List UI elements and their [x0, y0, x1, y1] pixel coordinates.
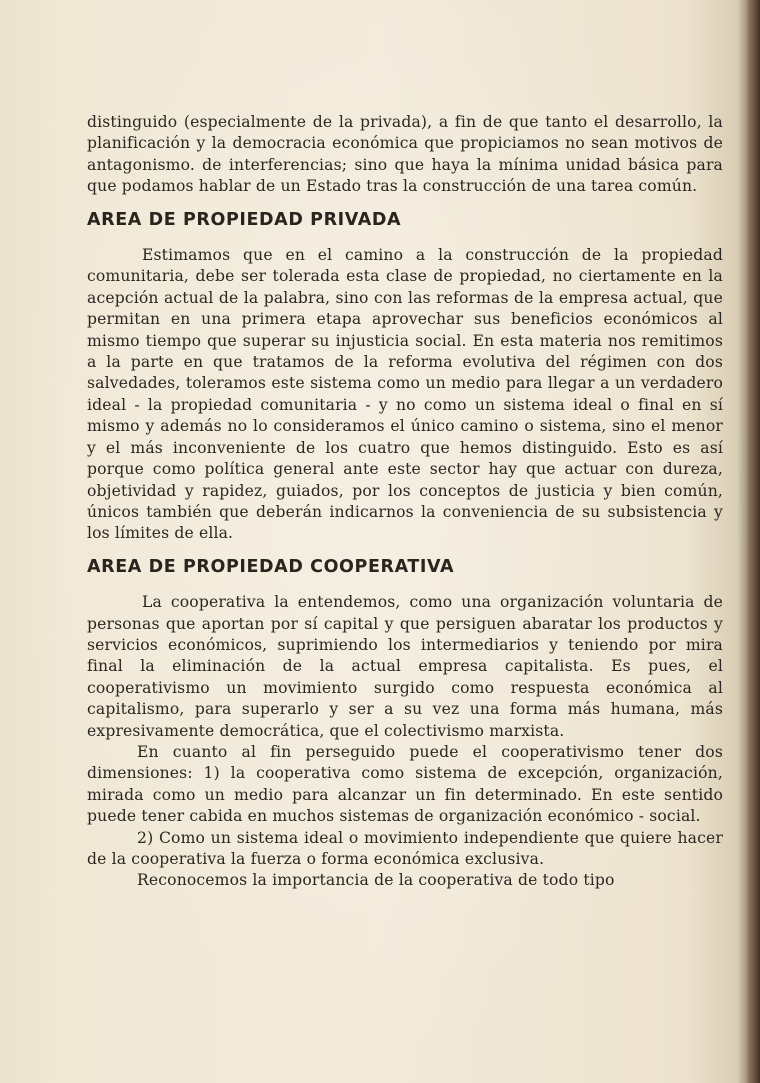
book-spine-shadow	[746, 0, 760, 1083]
cooperative-paragraph-1: La cooperativa la entendemos, como una organización voluntaria de personas que aportan por sí capital y que persiguen abaratar los productos y servicios económicos, suprimiendo los intermediarios y teniendo por mira final la eliminación de la actual empresa capitalista. Es pues, el cooperativismo un movimiento surgido como respuesta económica al capitalismo, para superarlo y ser a su vez una forma más humana, más expresivamente democrática, que el colectivismo marxista.	[87, 593, 723, 740]
cooperative-paragraph-2: En cuanto al fin perseguido puede el cooperativismo tener dos dimensiones: 1) la cooperativa como sistema de excepción, organización, mirada como un medio para alcanzar un fin determinado. En este sentido puede tener cabida en muchos sistemas de organización económico - social.	[87, 742, 723, 826]
cooperative-paragraph-3: 2) Como un sistema ideal o movimiento independiente que quiere hacer de la cooperativa la fuerza o forma económica exclusiva.	[87, 828, 723, 868]
section-heading-cooperative-property: AREA DE PROPIEDAD COOPERATIVA	[87, 556, 455, 577]
private-property-paragraph: Estimamos que en el camino a la construcción de la propiedad comunitaria, debe ser tolerada esta clase de propiedad, no ciertamente en la acepción actual de la palabra, sino con las reformas de la empresa actual, que permitan en una primera etapa aprovechar sus beneficios económicos al mismo tiempo que superar su injusticia social. En esta materia nos remitimos a la parte en que tratamos de la reforma evolutiva del régimen con dos salvedades, toleramos este sistema como un medio para llegar a un verdadero ideal - la propiedad comunitaria - y no como un sistema ideal o final en sí mismo y además no lo consideramos el único camino o sistema, sino el menor y el más inconveniente de los cuatro que hemos distinguido. Esto es así porque como política general ante este sector hay que actuar con dureza, objetividad y rapidez, guiados, por los conceptos de justicia y bien común, únicos también que deberán indicarnos la conveniencia de su subsistencia y los límites de ella.	[87, 246, 723, 543]
page-content	[87, 112, 723, 892]
opening-paragraph: distinguido (especialmente de la privada), a fin de que tanto el desarrollo, la planificación y la democracia económica que propiciamos no sean motivos de antagonismo. de interferencias; sino que haya la mínima unidad básica para que podamos hablar de un Estado tras la construcción de una tarea común.	[87, 113, 723, 196]
section-heading-private-property: AREA DE PROPIEDAD PRIVADA	[87, 209, 402, 230]
cooperative-paragraph-4: Reconocemos la importancia de la cooperativa de todo tipo	[137, 871, 615, 890]
